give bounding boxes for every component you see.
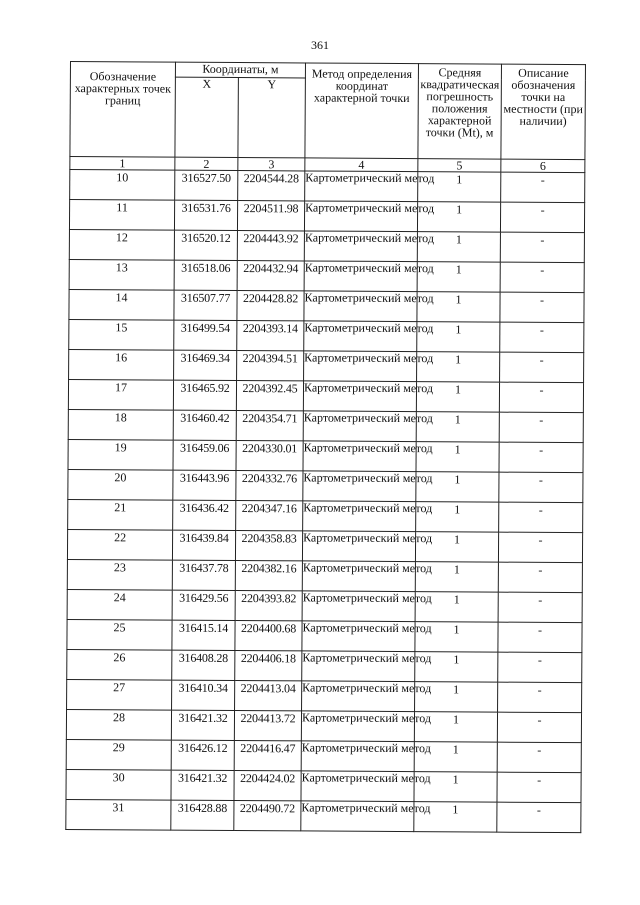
- method-cell: Картометрический метод: [301, 741, 414, 772]
- description-cell: -: [498, 652, 582, 683]
- description-cell: -: [500, 352, 584, 383]
- description-cell: -: [499, 472, 583, 503]
- table-row: [66, 709, 581, 742]
- method-cell: Картометрический метод: [302, 561, 415, 592]
- table-row: [68, 439, 583, 472]
- description-cell: -: [500, 262, 584, 293]
- coordinate-y: 2204393.14: [237, 321, 304, 351]
- point-id: 15: [69, 319, 174, 350]
- coordinate-y: 2204392.45: [236, 381, 303, 411]
- method-cell: Картометрический метод: [302, 531, 415, 562]
- column-number: 1: [70, 157, 175, 171]
- coordinate-x: 316518.06: [174, 260, 237, 290]
- method-cell: Картометрический метод: [303, 441, 416, 472]
- column-number: 5: [418, 159, 501, 173]
- coordinates-table: [65, 61, 586, 833]
- coordinate-x: 316507.77: [174, 290, 237, 320]
- table-row: [68, 499, 583, 532]
- coordinate-x: 316531.76: [174, 200, 237, 230]
- coordinate-x: 316421.32: [171, 710, 234, 740]
- coordinate-x: 316421.32: [171, 770, 234, 800]
- coordinate-x: 316465.92: [173, 380, 236, 410]
- table-row: [67, 619, 582, 652]
- error-cell: 1: [417, 232, 500, 263]
- coordinate-y: 2204432.94: [237, 261, 304, 291]
- error-cell: 1: [415, 562, 498, 593]
- column-number: 3: [238, 158, 305, 171]
- point-id: 13: [69, 259, 174, 290]
- coordinate-y: 2204393.82: [235, 591, 302, 621]
- table-row: [67, 529, 582, 562]
- method-cell: Картометрический метод: [304, 261, 417, 292]
- table-row: [69, 259, 584, 292]
- coordinate-y: 2204347.16: [236, 501, 303, 531]
- coordinate-y: 2204424.02: [234, 771, 301, 801]
- description-cell: -: [500, 322, 584, 353]
- coordinate-y: 2204400.68: [235, 621, 302, 651]
- coordinate-y: 2204330.01: [236, 441, 303, 471]
- header-coordinates: Координаты, м: [175, 62, 305, 78]
- error-cell: 1: [415, 622, 498, 653]
- method-cell: Картометрический метод: [303, 381, 416, 412]
- coordinate-y: 2204428.82: [237, 291, 304, 321]
- point-id: 28: [66, 709, 171, 740]
- coordinate-x: 316426.12: [171, 740, 234, 770]
- table-row: [69, 200, 584, 233]
- point-id: 19: [68, 439, 173, 470]
- method-cell: Картометрический метод: [303, 471, 416, 502]
- header-error: Средняя квадратическая погрешность положения характерной точки (Mt), м: [418, 64, 502, 160]
- header-row: [70, 62, 585, 80]
- method-cell: Картометрический метод: [303, 501, 416, 532]
- header-description: Описание обозначения точки на местности (при наличии): [501, 64, 586, 160]
- header-x: X: [175, 77, 238, 157]
- coordinate-y: 2204511.98: [237, 201, 304, 231]
- description-cell: -: [499, 412, 583, 443]
- error-cell: 1: [416, 442, 499, 473]
- coordinate-y: 2204443.92: [237, 231, 304, 261]
- point-id: 25: [67, 619, 172, 650]
- column-number: 2: [175, 157, 238, 170]
- point-id: 14: [69, 289, 174, 320]
- point-id: 18: [68, 409, 173, 440]
- coordinate-x: 316460.42: [173, 410, 236, 440]
- coordinate-x: 316520.12: [174, 230, 237, 260]
- coordinate-x: 316527.50: [175, 170, 238, 200]
- description-cell: -: [498, 532, 582, 563]
- method-cell: Картометрический метод: [304, 231, 417, 262]
- table-row: [68, 469, 583, 502]
- coordinate-y: 2204332.76: [236, 471, 303, 501]
- error-cell: 1: [417, 322, 500, 353]
- point-id: 21: [68, 499, 173, 530]
- table-body: [66, 170, 585, 833]
- coordinate-y: 2204490.72: [234, 801, 301, 831]
- table-row: [67, 649, 582, 682]
- point-id: 27: [67, 679, 172, 710]
- coordinate-y: 2204416.47: [234, 741, 301, 771]
- error-cell: 1: [415, 682, 498, 713]
- coordinate-x: 316443.96: [173, 470, 236, 500]
- point-id: 23: [67, 559, 172, 590]
- header-method: Метод определения координат характерной точки: [305, 63, 419, 159]
- coordinate-y: 2204544.28: [238, 171, 305, 201]
- coordinate-x: 316428.88: [171, 800, 234, 830]
- point-id: 16: [69, 349, 174, 380]
- method-cell: Картометрический метод: [302, 621, 415, 652]
- coordinate-y: 2204358.83: [235, 531, 302, 561]
- method-cell: Картометрический метод: [301, 771, 414, 802]
- method-cell: Картометрический метод: [301, 711, 414, 742]
- point-id: 26: [67, 649, 172, 680]
- table-row: [69, 229, 584, 262]
- method-cell: Картометрический метод: [301, 801, 414, 832]
- coordinate-x: 316410.34: [172, 680, 235, 710]
- description-cell: -: [498, 682, 582, 713]
- coordinate-y: 2204413.72: [234, 711, 301, 741]
- point-id: 20: [68, 469, 173, 500]
- table-row: [69, 349, 584, 382]
- description-cell: -: [497, 742, 581, 773]
- table-row: [66, 799, 581, 832]
- error-cell: 1: [417, 262, 500, 293]
- description-cell: -: [499, 442, 583, 473]
- coordinate-y: 2204406.18: [235, 651, 302, 681]
- method-cell: Картометрический метод: [304, 351, 417, 382]
- coordinate-x: 316499.54: [174, 320, 237, 350]
- table-row: [68, 379, 583, 412]
- error-cell: 1: [415, 532, 498, 563]
- point-id: 24: [67, 589, 172, 620]
- method-cell: Картометрический метод: [302, 651, 415, 682]
- coordinate-x: 316437.78: [172, 560, 235, 590]
- coordinate-y: 2204394.51: [237, 351, 304, 381]
- error-cell: 1: [415, 652, 498, 683]
- point-id: 11: [69, 200, 174, 231]
- description-cell: -: [497, 712, 581, 743]
- error-cell: 1: [414, 712, 497, 743]
- coordinate-y: 2204413.04: [235, 681, 302, 711]
- point-id: 12: [69, 229, 174, 260]
- coordinate-x: 316439.84: [172, 530, 235, 560]
- error-cell: 1: [416, 412, 499, 443]
- method-cell: Картометрический метод: [305, 171, 418, 202]
- point-id: 10: [70, 170, 175, 201]
- table-row: [67, 679, 582, 712]
- method-cell: Картометрический метод: [304, 321, 417, 352]
- error-cell: 1: [414, 802, 497, 833]
- coordinate-x: 316408.28: [172, 650, 235, 680]
- point-id: 29: [66, 739, 171, 770]
- error-cell: 1: [418, 172, 501, 203]
- method-cell: Картометрический метод: [304, 201, 417, 232]
- method-cell: Картометрический метод: [302, 591, 415, 622]
- error-cell: 1: [415, 592, 498, 623]
- header-y: Y: [238, 78, 305, 158]
- table-row: [69, 319, 584, 352]
- description-cell: -: [498, 562, 582, 593]
- column-number: 4: [305, 158, 418, 172]
- error-cell: 1: [414, 772, 497, 803]
- table-row: [67, 589, 582, 622]
- table-row: [69, 289, 584, 322]
- coordinate-x: 316459.06: [173, 440, 236, 470]
- method-cell: Картометрический метод: [303, 411, 416, 442]
- error-cell: 1: [417, 352, 500, 383]
- description-cell: -: [499, 502, 583, 533]
- header-designation: Обозначение характерных точек границ: [70, 62, 176, 158]
- point-id: 22: [67, 529, 172, 560]
- description-cell: -: [498, 592, 582, 623]
- error-cell: 1: [416, 502, 499, 533]
- description-cell: -: [497, 802, 581, 833]
- method-cell: Картометрический метод: [304, 291, 417, 322]
- description-cell: -: [497, 772, 581, 803]
- point-id: 17: [68, 379, 173, 410]
- error-cell: 1: [414, 742, 497, 773]
- method-cell: Картометрический метод: [302, 681, 415, 712]
- table-row: [70, 170, 585, 203]
- table-row: [66, 769, 581, 802]
- description-cell: -: [498, 622, 582, 653]
- column-number: 6: [501, 159, 585, 173]
- coordinate-y: 2204354.71: [236, 411, 303, 441]
- coordinate-x: 316436.42: [173, 500, 236, 530]
- table-row: [67, 559, 582, 592]
- page-number: 361: [311, 38, 329, 52]
- point-id: 31: [66, 799, 171, 830]
- point-id: 30: [66, 769, 171, 800]
- coordinate-x: 316415.14: [172, 620, 235, 650]
- coordinate-y: 2204382.16: [235, 561, 302, 591]
- description-cell: -: [500, 292, 584, 323]
- coordinate-x: 316469.34: [174, 350, 237, 380]
- coordinate-x: 316429.56: [172, 590, 235, 620]
- description-cell: -: [499, 382, 583, 413]
- error-cell: 1: [416, 382, 499, 413]
- description-cell: -: [500, 232, 584, 263]
- error-cell: 1: [416, 472, 499, 503]
- table-row: [66, 739, 581, 772]
- description-cell: -: [501, 172, 585, 203]
- description-cell: -: [500, 202, 584, 233]
- error-cell: 1: [417, 292, 500, 323]
- table-row: [68, 409, 583, 442]
- error-cell: 1: [417, 202, 500, 233]
